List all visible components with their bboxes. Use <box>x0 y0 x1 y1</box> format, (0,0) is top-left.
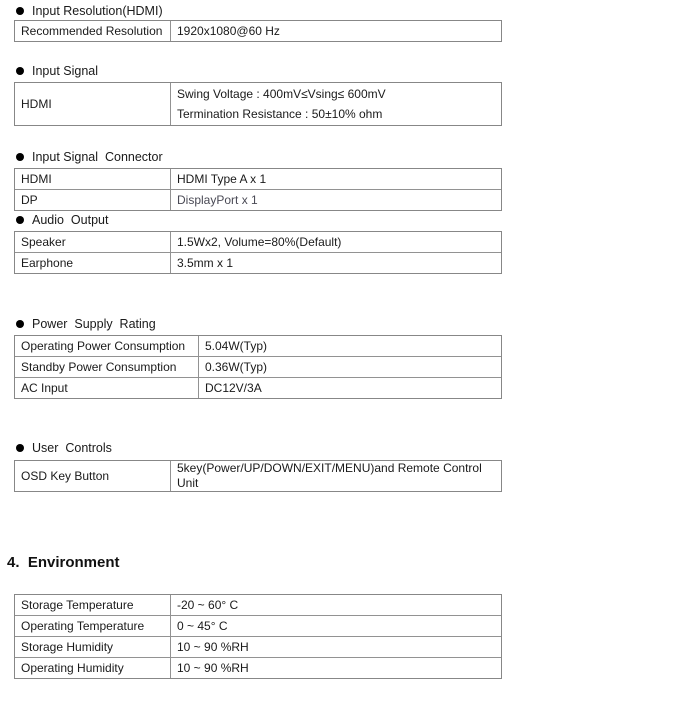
row-value <box>171 83 501 125</box>
section-header <box>14 150 677 164</box>
bullet-icon <box>16 153 24 161</box>
row-label: OSD Key Button <box>15 461 171 491</box>
table-row <box>15 356 501 377</box>
input-signal-table <box>14 82 502 126</box>
bullet-icon <box>16 320 24 328</box>
row-value-line: Swing Voltage : 400mV≤Vsing≤ 600mV <box>177 87 386 101</box>
row-label: HDMI <box>15 83 171 125</box>
section-audio-output <box>0 213 677 274</box>
row-value: -20 ~ 60° C <box>177 597 239 612</box>
row-label: Earphone <box>15 253 171 273</box>
row-value: 5.04W(Typ) <box>205 338 268 353</box>
section-header <box>14 64 677 78</box>
table-row <box>15 595 501 615</box>
bullet-icon <box>16 7 24 15</box>
table-row <box>15 232 501 252</box>
row-label: DP <box>15 190 171 210</box>
section-title: User Controls <box>32 441 112 455</box>
bullet-icon <box>16 67 24 75</box>
audio-output-table <box>14 231 502 274</box>
table-row <box>15 615 501 636</box>
table-row <box>15 169 501 189</box>
table-row <box>15 189 501 210</box>
row-value: 10 ~ 90 %RH <box>177 639 249 654</box>
power-supply-table <box>14 335 502 399</box>
section-header <box>14 317 677 331</box>
environment-table <box>14 594 502 679</box>
row-value: DC12V/3A <box>205 380 262 395</box>
row-value: 0 ~ 45° C <box>177 618 228 633</box>
row-value: 5key(Power/UP/DOWN/EXIT/MENU)and Remote Control Unit <box>177 461 482 490</box>
row-value: 1.5Wx2, Volume=80%(Default) <box>177 234 342 249</box>
row-value: HDMI Type A x 1 <box>177 171 267 186</box>
section-input-resolution <box>0 4 677 42</box>
row-label: Operating Power Consumption <box>15 336 199 356</box>
section-header <box>14 441 677 455</box>
table-row <box>15 377 501 398</box>
table-row <box>15 657 501 678</box>
table-row <box>15 21 501 41</box>
row-label: Storage Temperature <box>15 595 171 615</box>
row-value: 1920x1080@60 Hz <box>177 23 280 38</box>
row-value: 3.5mm x 1 <box>177 255 234 270</box>
row-label: Standby Power Consumption <box>15 357 199 377</box>
input-signal-connector-table <box>14 168 502 211</box>
table-row <box>15 336 501 356</box>
section-user-controls <box>0 441 677 492</box>
bullet-icon <box>16 216 24 224</box>
section-title: Input Resolution(HDMI) <box>32 4 163 18</box>
section-power-supply-rating <box>0 317 677 399</box>
bullet-icon <box>16 444 24 452</box>
row-label: Recommended Resolution <box>15 21 171 41</box>
section-header <box>14 213 677 227</box>
table-row <box>15 636 501 657</box>
user-controls-table <box>14 460 502 492</box>
row-value: DisplayPort x 1 <box>177 192 258 207</box>
section-input-signal-connector <box>0 150 677 211</box>
section-input-signal <box>0 64 677 126</box>
section-title: Input Signal Connector <box>32 150 163 164</box>
row-label: Speaker <box>15 232 171 252</box>
input-resolution-table <box>14 20 502 42</box>
section-title: Power Supply Rating <box>32 317 156 331</box>
row-label: AC Input <box>15 378 199 398</box>
row-label: Storage Humidity <box>15 637 171 657</box>
table-row <box>15 83 501 125</box>
row-label: Operating Humidity <box>15 658 171 678</box>
section-title: Input Signal <box>32 64 99 78</box>
row-value: 10 ~ 90 %RH <box>177 660 249 675</box>
table-row <box>15 461 501 491</box>
row-label: Operating Temperature <box>15 616 171 636</box>
environment-heading: 4. Environment <box>7 554 120 571</box>
section-title: Audio Output <box>32 213 109 227</box>
section-header <box>14 4 677 18</box>
row-value-line: Termination Resistance : 50±10% ohm <box>177 107 383 121</box>
row-label: HDMI <box>15 169 171 189</box>
table-row <box>15 252 501 273</box>
row-value: 0.36W(Typ) <box>205 359 268 374</box>
